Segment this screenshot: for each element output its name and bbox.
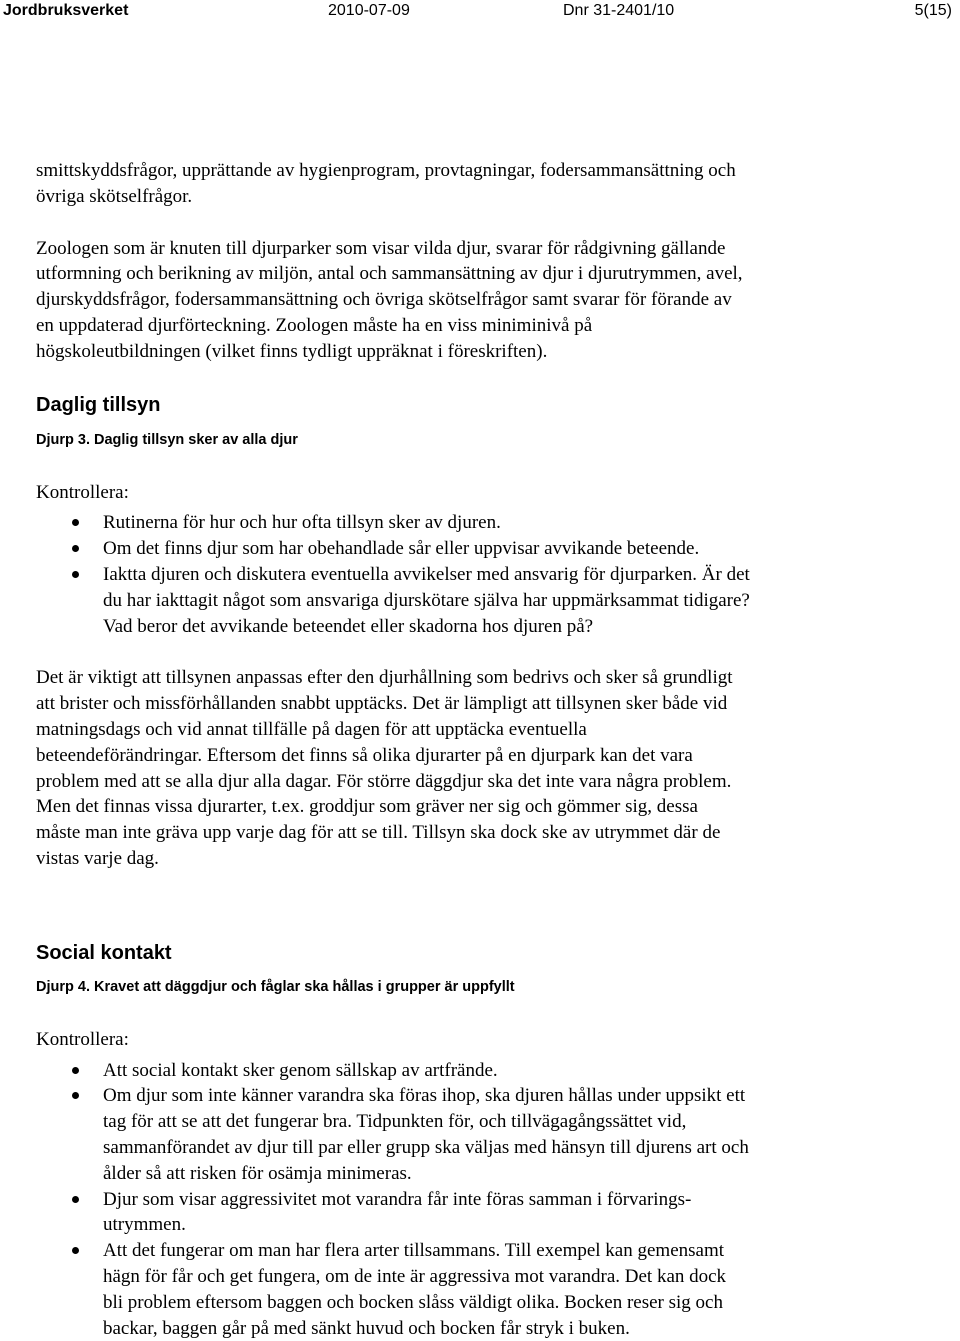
- requirement-djurp-3: Djurp 3. Daglig tillsyn sker av alla djur: [36, 431, 298, 448]
- list-item: [36, 1238, 916, 1341]
- check-label-2: Kontrollera:: [36, 1028, 129, 1050]
- bullet-icon: [72, 1196, 79, 1203]
- bullet-icon: [72, 545, 79, 552]
- list-item: [36, 510, 916, 536]
- list-item: [36, 1058, 916, 1084]
- header-document-number: Dnr 31-2401/10: [563, 2, 675, 19]
- list-item-text: Iaktta djuren och diskutera eventuella avvikelser med ansvarig för djurparken. Är det du har iakttagit något som ansvariga djurskötare själva har uppmärksammat tidigare? Vad beror det avvikande beteendet eller skadorna hos djuren på?: [103, 563, 750, 637]
- intro-paragraph-continued: smittskyddsfrågor, upprättande av hygienprogram, provtagningar, fodersammansättning och övriga skötselfrågor.: [36, 160, 736, 207]
- bullet-icon: [72, 571, 79, 578]
- list-item-text: Om djur som inte känner varandra ska föras ihop, ska djuren hållas under uppsikt ett tag för att se att det fungerar bra. Tidpunkten för, och tillvägagångssättet vid, sammanförandet av djur till par eller grupp ska väljas med hänsyn till djurens art och ålder så att risken för osämja minimeras.: [103, 1085, 749, 1184]
- list-item: [36, 536, 916, 562]
- list-item-text: Om det finns djur som har obehandlade sår eller uppvisar avvikande beteende.: [103, 538, 700, 560]
- supervision-paragraph: Det är viktigt att tillsynen anpassas efter den djurhållning som bedrivs och sker så grundligt att brister och missförhållanden snabbt upptäcks. Det är lämpligt att tillsynen sker både vid matningsdags och vid annat tillfälle på dagen för att upptäcka eventuella beteendeförändringar. Eftersom det finns så olika djurarter på en djurpark kan det vara problem med att se alla djur alla dagar. För större däggdjur ska det inte vara några problem. Men det finnas vissa djurarter, t.ex. groddjur som gräver ner sig och gömmer sig, dessa måste man inte gräva upp varje dag för att se till. Tillsyn ska dock ske av utrymmet där de vistas varje dag.: [36, 667, 733, 869]
- checklist-social-contact: [36, 1058, 916, 1341]
- list-item: [36, 1083, 916, 1186]
- document-body: [36, 158, 916, 1341]
- list-item-text: Djur som visar aggressivitet mot varandra får inte föras samman i förvarings- utrymmen.: [103, 1188, 692, 1236]
- list-item: [36, 1187, 916, 1239]
- header-organization: Jordbruksverket: [3, 2, 129, 19]
- header-date: 2010-07-09: [328, 2, 410, 19]
- bullet-icon: [72, 519, 79, 526]
- list-item: [36, 562, 916, 639]
- bullet-icon: [72, 1067, 79, 1074]
- list-item-text: Rutinerna för hur och hur ofta tillsyn sker av djuren.: [103, 512, 501, 534]
- requirement-djurp-4: Djurp 4. Kravet att däggdjur och fåglar ska hållas i grupper är uppfyllt: [36, 978, 515, 995]
- check-label-1: Kontrollera:: [36, 481, 129, 503]
- list-item-text: Att det fungerar om man har flera arter tillsammans. Till exempel kan gemensamt hägn för får och get fungera, om de inte är aggressiva mot varandra. Det kan dock bli problem eftersom baggen och bocken slåss väldigt olika. Bocken reser sig och backar, baggen går på med sänkt huvud och bocken får stryk i buken.: [103, 1240, 727, 1339]
- checklist-daily-supervision: [36, 510, 916, 639]
- bullet-icon: [72, 1247, 79, 1254]
- zoologist-paragraph: Zoologen som är knuten till djurparker som visar vilda djur, svarar för rådgivning gällande utformning och berikning av miljön, antal och sammansättning av djur i djurutrymmen, avel, djurskyddsfrågor, fodersammansättning och övriga skötselfrågor samt svarar för förande av en uppdaterad djurförteckning. Zoologen måste ha en viss miniminivå på högskoleutbildningen (vilket finns tydligt uppräknat i föreskriften).: [36, 237, 743, 362]
- section-title-social-contact: Social kontakt: [36, 941, 172, 964]
- list-item-text: Att social kontakt sker genom sällskap av artfrände.: [103, 1059, 498, 1081]
- page-header: [0, 0, 960, 22]
- section-title-daily-supervision: Daglig tillsyn: [36, 393, 161, 416]
- bullet-icon: [72, 1092, 79, 1099]
- header-page-number: 5(15): [914, 2, 952, 19]
